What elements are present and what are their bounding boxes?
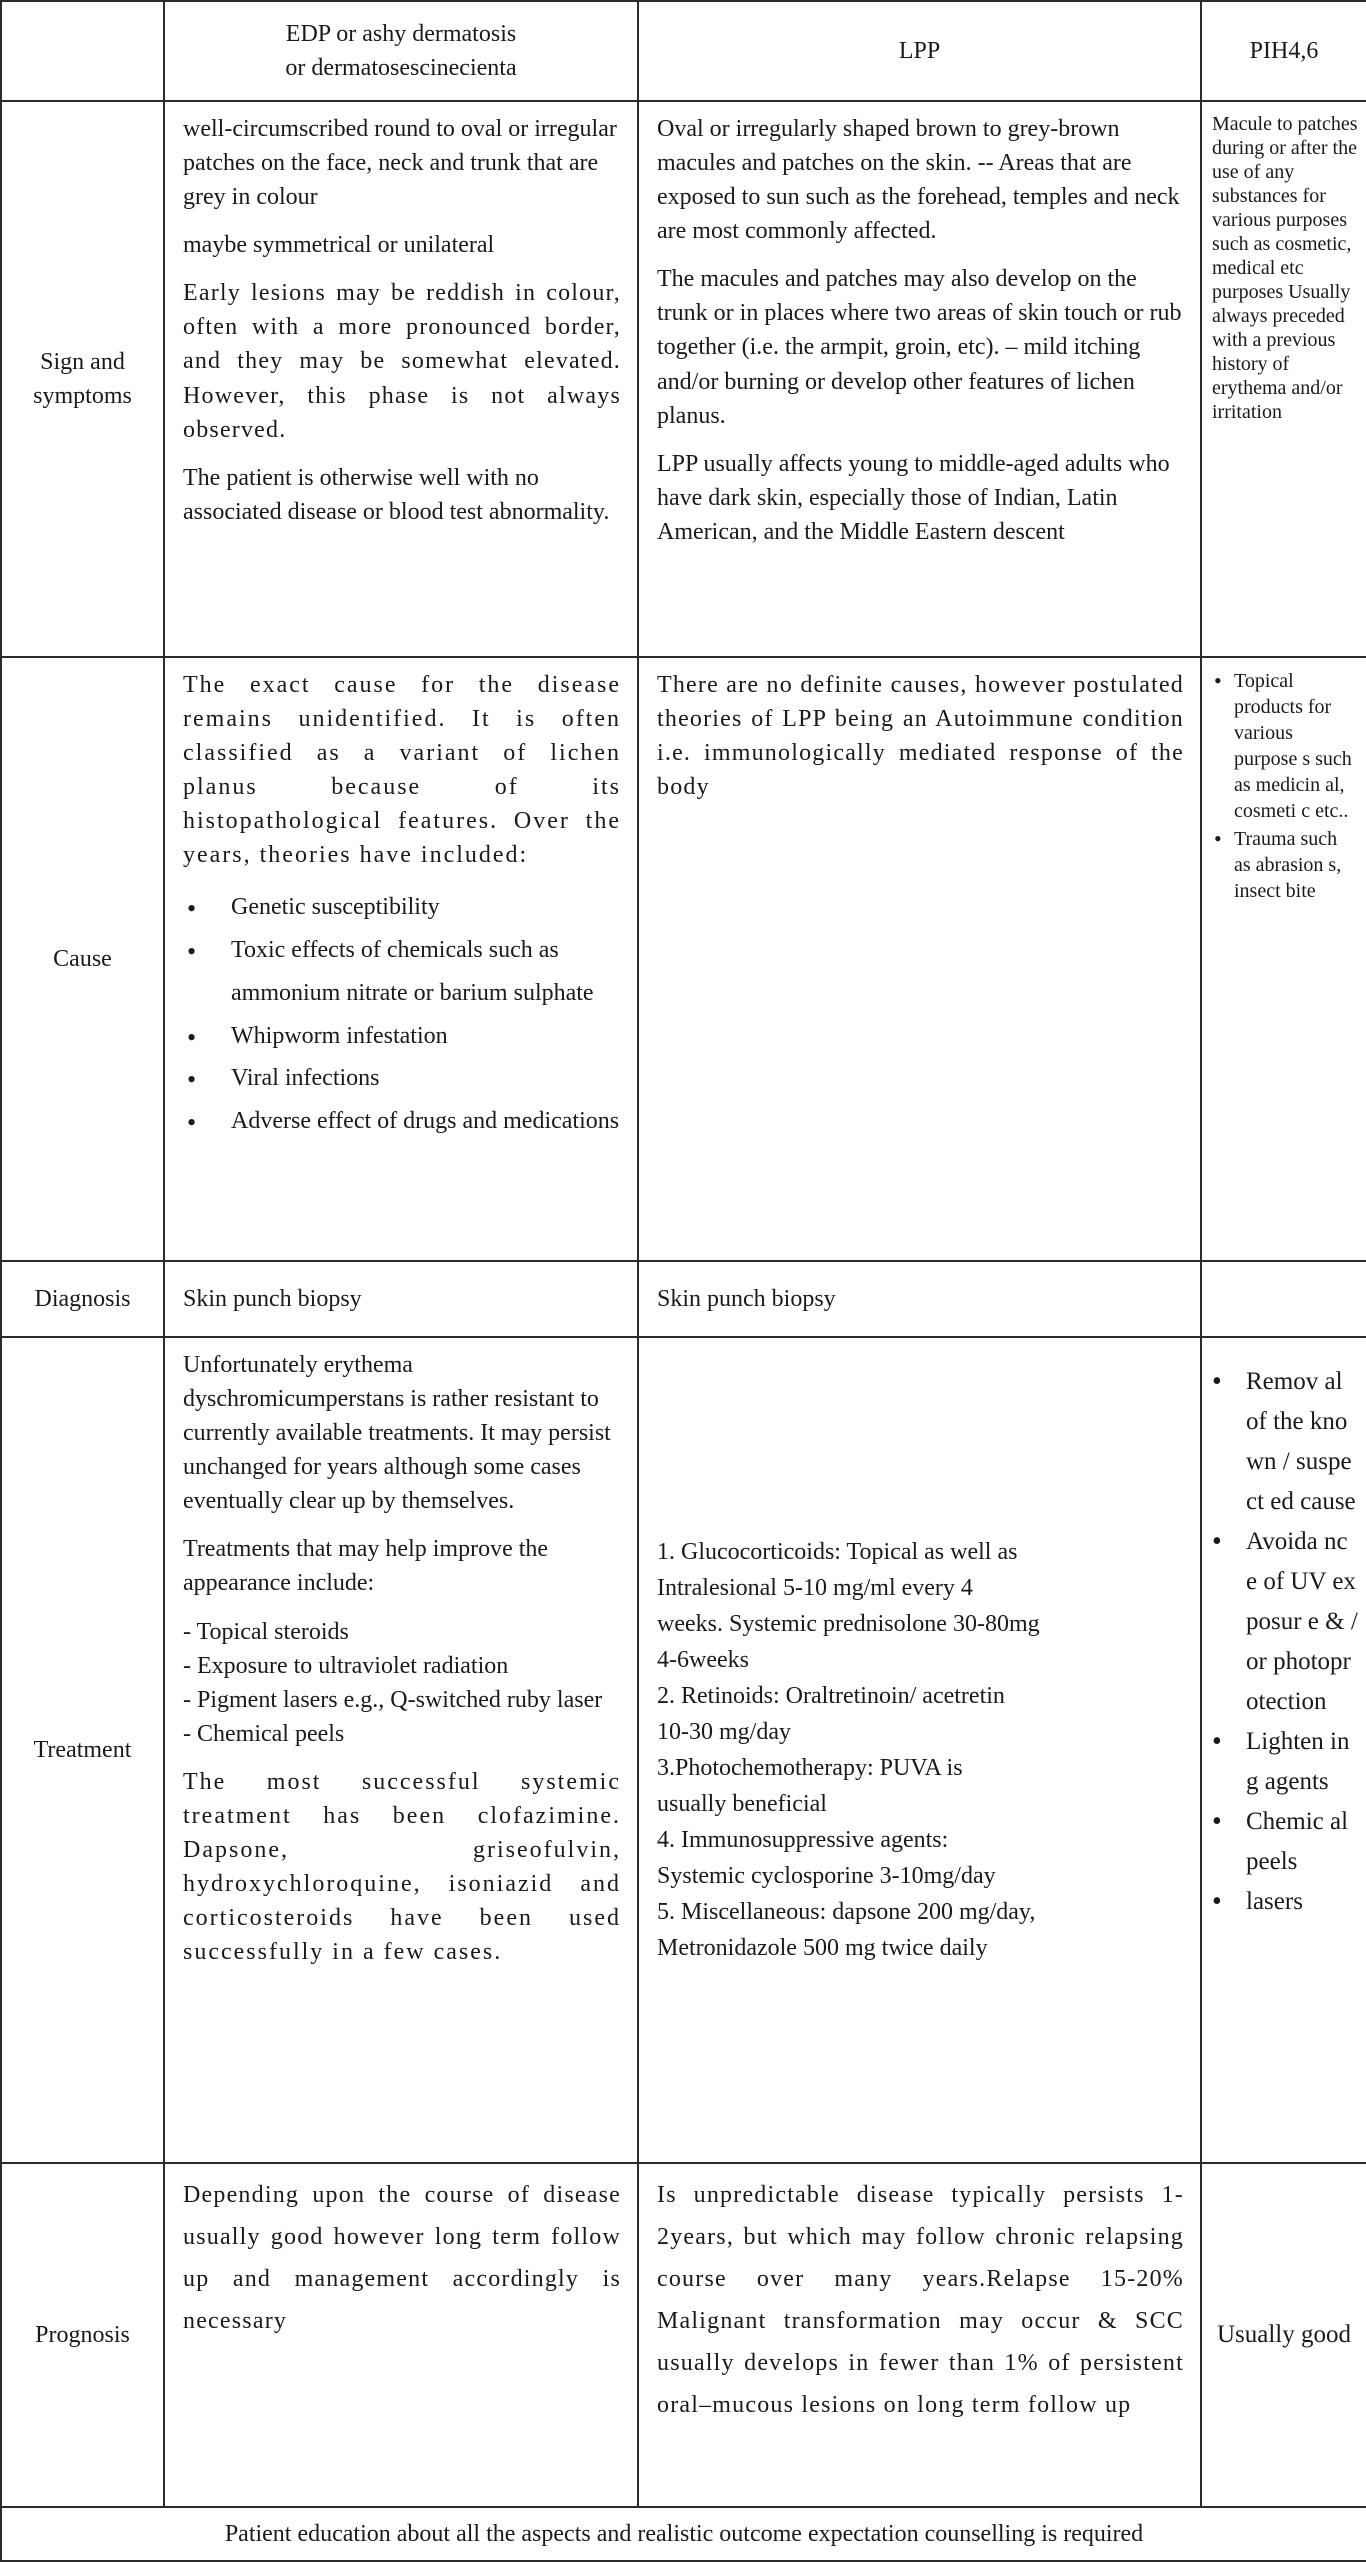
footer-row: [1, 2507, 1366, 2561]
list-item: Metronidazole 500 mg twice daily: [657, 1935, 988, 1961]
row-diagnosis: [1, 1261, 1366, 1337]
row-cause: [1, 657, 1366, 1261]
signs-edp-p2: maybe symmetrical or unilateral: [183, 232, 495, 259]
list-item: 1. Glucocorticoids: Topical as well as: [657, 1539, 1018, 1565]
list-item: • Toxic effects of chemicals such as ammonium nitrate or barium sulphate: [231, 929, 621, 1014]
list-item: 10-30 mg/day: [657, 1719, 791, 1745]
prognosis-edp-text: Depending upon the course of disease usually good however long term follow up and management accordingly is necessary: [183, 2182, 621, 2334]
signs-lpp-p1: Oval or irregularly shaped brown to grey-brown macules and patches on the skin. -- Areas that are exposed to sun such as the forehead, temples and neck are most commonly affected.: [657, 116, 1180, 245]
list-item: • Avoida nce of UV exposur e & / or photopr otection: [1246, 1522, 1358, 1722]
list-item: • Lighten ing agents: [1246, 1722, 1358, 1802]
label-cause: Cause: [1, 657, 164, 1261]
cause-edp-intro: The exact cause for the disease remains unidentified. It is often classified as a variant of lichen planus because of its histopathological features. Over the years, theories have included:: [183, 672, 621, 869]
cause-pih-cell: [1201, 657, 1366, 1261]
row-prognosis: [1, 2163, 1366, 2507]
label-diagnosis: Diagnosis: [1, 1261, 164, 1337]
signs-lpp-p3: LPP usually affects young to middle-aged adults who have dark skin, especially those of Indian, Latin American, and the Middle Eastern descent: [657, 450, 1170, 545]
list-item: - Chemical peels: [183, 1720, 345, 1747]
diagnosis-pih: [1201, 1261, 1366, 1337]
header-lpp: LPP: [638, 1, 1201, 101]
list-item: • Genetic susceptibility: [231, 886, 621, 929]
treatment-pih-cell: [1201, 1337, 1366, 2163]
signs-edp-p3: Early lesions may be reddish in colour, often with a more pronounced border, and they may be somewhat elevated. However, this phase is not always observed.: [183, 280, 621, 443]
header-edp-line1: EDP or ashy dermatosis: [285, 20, 517, 47]
header-pih: PIH4,6: [1201, 1, 1366, 101]
label-treatment: Treatment: [1, 1337, 164, 2163]
prognosis-edp: [164, 2163, 638, 2507]
label-signs-line1: Sign and: [40, 348, 125, 375]
list-item: • Whipworm infestation: [231, 1015, 621, 1058]
list-item: • lasers: [1246, 1882, 1358, 1922]
prognosis-pih: Usually good: [1201, 2163, 1366, 2507]
treatment-edp-cell: [164, 1337, 638, 2163]
header-blank-cell: [1, 1, 164, 101]
label-prognosis: Prognosis: [1, 2163, 164, 2507]
treatment-edp-p3: The most successful systemic treatment has been clofazimine. Dapsone, griseofulvin, hydroxychloroquine, isoniazid and corticosteroids have been used successfully in a few cases.: [183, 1768, 621, 1966]
diagnosis-edp: Skin punch biopsy: [164, 1261, 638, 1337]
cause-edp-cell: [164, 657, 638, 1261]
list-item: • Adverse effect of drugs and medications: [231, 1100, 621, 1143]
label-signs-line2: symptoms: [33, 383, 132, 409]
treatment-edp-p1: Unfortunately erythema dyschromicumperstans is rather resistant to currently available treatments. It may persist unchanged for years although some cases eventually clear up by themselves.: [183, 1352, 611, 1515]
header-edp-line2: or dermatosescinecienta: [285, 55, 517, 81]
cause-lpp-cell: [638, 657, 1201, 1261]
cause-edp-list: [183, 886, 621, 1142]
treatment-lpp-cell: [638, 1337, 1201, 2163]
list-item: • Remov al of the known / suspect ed cause: [1246, 1362, 1358, 1522]
signs-lpp-p2: The macules and patches may also develop on the trunk or in places where two areas of skin touch or rub together (i.e. the armpit, groin, etc). – mild itching and/or burning or develop other features of lichen planus.: [657, 266, 1182, 429]
list-item: 5. Miscellaneous: dapsone 200 mg/day,: [657, 1899, 1036, 1925]
list-item: Systemic cyclosporine 3-10mg/day: [657, 1863, 996, 1889]
treatment-edp-p2: Treatments that may help improve the appearance include:: [183, 1536, 549, 1597]
label-signs: [1, 101, 164, 657]
list-item: • Viral infections: [231, 1057, 621, 1100]
footer-note: Patient education about all the aspects and realistic outcome expectation counselling is required: [1, 2507, 1366, 2561]
list-item: • Topical products for various purpose s such as medicin al, cosmeti c etc..: [1234, 668, 1358, 824]
cause-lpp-text: There are no definite causes, however postulated theories of LPP being an Autoimmune condition i.e. immunologically mediated response of the body: [657, 672, 1184, 801]
diagnosis-lpp: Skin punch biopsy: [638, 1261, 1201, 1337]
signs-lpp-cell: [638, 101, 1201, 657]
header-row: [1, 1, 1366, 101]
signs-edp-cell: [164, 101, 638, 657]
list-item: • Chemic al peels: [1246, 1802, 1358, 1882]
header-edp: [164, 1, 638, 101]
list-item: 2. Retinoids: Oraltretinoin/ acetretin: [657, 1683, 1005, 1709]
row-signs: [1, 101, 1366, 657]
list-item: 3.Photochemotherapy: PUVA is: [657, 1755, 963, 1781]
list-item: - Topical steroids: [183, 1618, 349, 1645]
list-item: 4. Immunosuppressive agents:: [657, 1827, 949, 1853]
signs-edp-p4: The patient is otherwise well with no associated disease or blood test abnormality.: [183, 464, 610, 525]
row-treatment: [1, 1337, 1366, 2163]
cause-pih-list: [1212, 668, 1358, 904]
signs-pih-text: Macule to patches during or after the use of any substances for various purposes such as cosmetic, medical etc purposes Usually always preceded with a previous history of erythema and/or irritation: [1212, 113, 1358, 423]
list-item: - Pigment lasers e.g., Q-switched ruby laser: [183, 1686, 603, 1713]
list-item: 4-6weeks: [657, 1647, 749, 1673]
treatment-pih-list: [1210, 1362, 1358, 1922]
treatment-lpp-lines: [657, 1534, 1184, 1966]
prognosis-lpp-text: Is unpredictable disease typically persists 1-2years, but which may follow chronic relapsing course over many years.Relapse 15-20% Malignant transformation may occur & SCC usually develops in fewer than 1% of persistent oral–mucous lesions on long term follow up: [657, 2182, 1184, 2418]
list-item: weeks. Systemic prednisolone 30-80mg: [657, 1611, 1040, 1637]
list-item: • Trauma such as abrasion s, insect bite: [1234, 826, 1358, 904]
list-item: - Exposure to ultraviolet radiation: [183, 1652, 509, 1679]
list-item: Intralesional 5-10 mg/ml every 4: [657, 1575, 973, 1601]
signs-edp-p1: well-circumscribed round to oval or irregular patches on the face, neck and trunk that are grey in colour: [183, 116, 617, 211]
treatment-edp-list: [183, 1615, 621, 1751]
prognosis-lpp: [638, 2163, 1201, 2507]
list-item: usually beneficial: [657, 1791, 827, 1817]
signs-pih-cell: [1201, 101, 1366, 657]
